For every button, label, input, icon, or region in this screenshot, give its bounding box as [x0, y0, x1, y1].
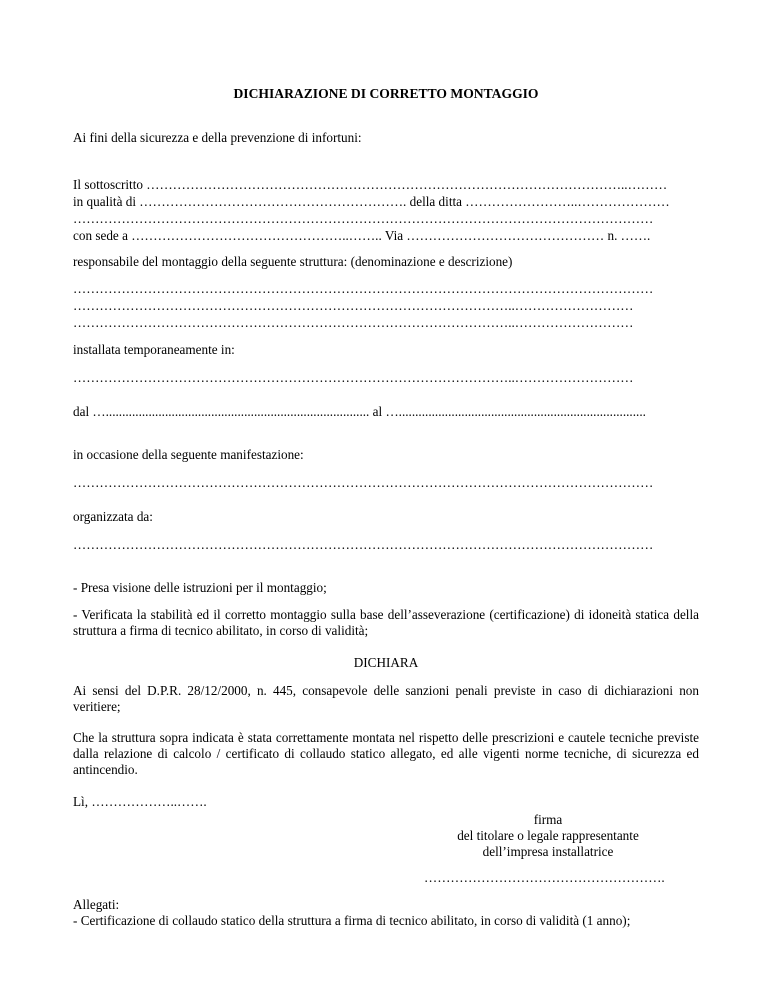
sottoscritto-field[interactable]: Il sottoscritto ………………………………………………………………………………………………..……… — [73, 177, 668, 192]
document-title: DICHIARAZIONE DI CORRETTO MONTAGGIO — [233, 86, 539, 101]
signature-label-impresa: dell’impresa installatrice — [482, 844, 614, 859]
point-verificata: - Verificata la stabilità ed il corretto montaggio sulla base dell’asseverazione (certificazione) di idoneità statica della struttura a firma di tecnico abilitato, in corso di validità; — [73, 607, 699, 638]
luogo-data-field[interactable]: Lì, ………………..……. — [73, 794, 207, 809]
allegati-label: Allegati: — [73, 897, 120, 912]
ditta-blank-line[interactable]: …………………………………………………………………………………………………………………… — [73, 211, 654, 226]
document-page — [73, 0, 699, 994]
dichiara-heading: DICHIARA — [353, 655, 419, 670]
occasione-label: in occasione della seguente manifestazione: — [73, 447, 304, 462]
occasione-field[interactable]: …………………………………………………………………………………………………………………… — [73, 475, 654, 490]
signature-label-titolare: del titolare o legale rappresentante — [457, 828, 639, 843]
sede-via-field[interactable]: con sede a …………………………………………..…….. Via ……………………………………… n. ……. — [73, 228, 651, 243]
signature-block — [428, 812, 668, 860]
organizzata-label: organizzata da: — [73, 509, 153, 524]
allegati-item: - Certificazione di collaudo statico della struttura a firma di tecnico abilitato, in corso di validità (1 anno); — [73, 913, 631, 928]
dal-al-field[interactable]: dal …................................................................................ al …........................................................................... — [73, 404, 646, 419]
struttura-line-3[interactable]: ………………………………………………………………………………………..……………………… — [73, 315, 634, 330]
point-istruzioni: - Presa visione delle istruzioni per il montaggio; — [73, 580, 327, 595]
qualita-ditta-field[interactable]: in qualità di ……………………………………………………. della ditta ……………………..………………… — [73, 194, 670, 209]
struttura-line-1[interactable]: …………………………………………………………………………………………………………………… — [73, 281, 654, 296]
responsabile-label: responsabile del montaggio della seguente struttura: (denominazione e descrizione) — [73, 254, 513, 269]
paragraph-dpr: Ai sensi del D.P.R. 28/12/2000, n. 445, consapevole delle sanzioni penali previste in caso di dichiarazioni non veritiere; — [73, 683, 699, 714]
signature-label-firma: firma — [533, 812, 563, 827]
installata-label: installata temporaneamente in: — [73, 342, 235, 357]
signature-field[interactable]: ………………………………………………. — [424, 870, 665, 885]
organizzata-field[interactable]: …………………………………………………………………………………………………………………… — [73, 537, 654, 552]
installata-field[interactable]: ………………………………………………………………………………………..……………………… — [73, 370, 634, 385]
struttura-line-2[interactable]: ………………………………………………………………………………………..……………………… — [73, 298, 634, 313]
paragraph-struttura: Che la struttura sopra indicata è stata correttamente montata nel rispetto delle prescrizioni e cautele tecniche previste dalla relazione di calcolo / certificato di collaudo statico allegato, ed alle vigenti norme tecniche, di sicurezza ed antincendio. — [73, 730, 699, 777]
intro-text: Ai fini della sicurezza e della prevenzione di infortuni: — [73, 130, 362, 145]
